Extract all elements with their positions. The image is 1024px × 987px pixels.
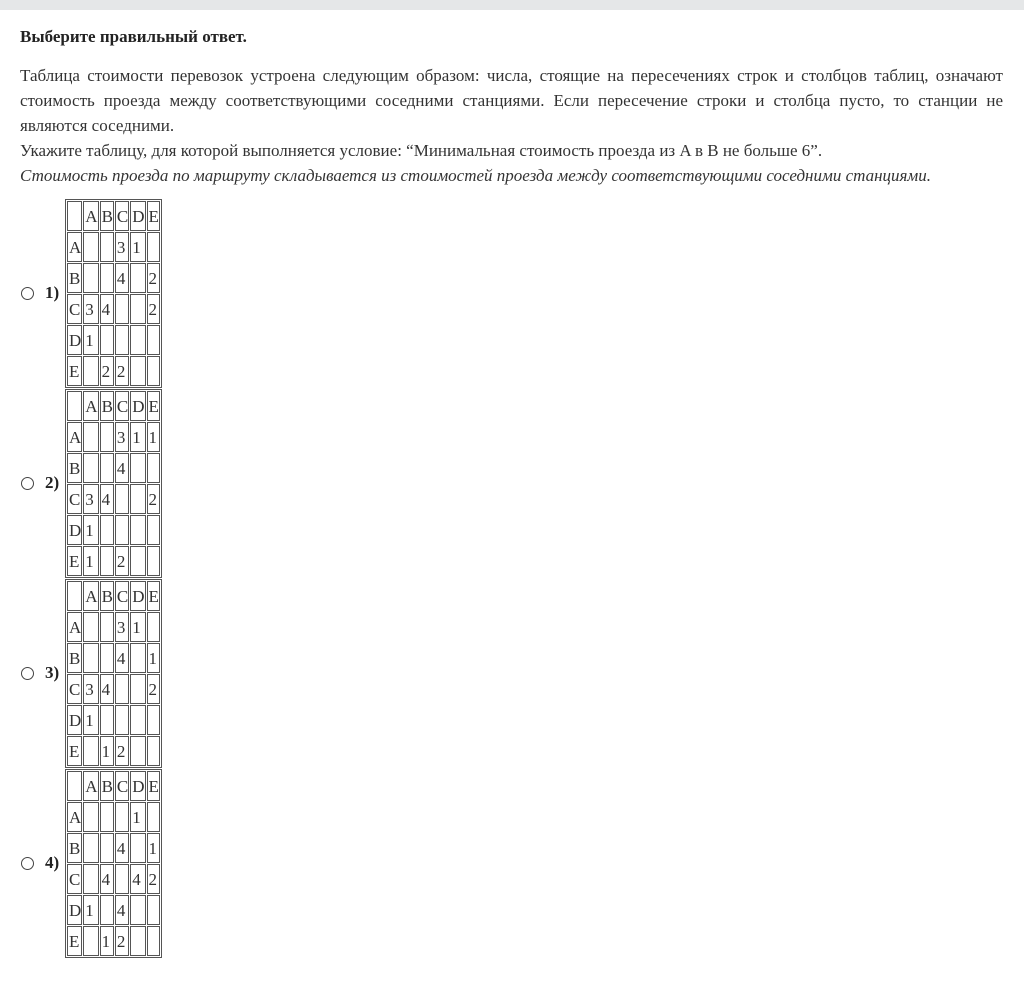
- table-cell: A: [83, 771, 98, 801]
- table-cell: 2: [147, 294, 160, 324]
- table-cell: 4: [115, 833, 129, 863]
- cost-table: [65, 389, 162, 578]
- table-row: [67, 422, 160, 452]
- table-cell: 1: [147, 422, 160, 452]
- table-cell: [83, 356, 98, 386]
- table-cell: [147, 356, 160, 386]
- table-cell: A: [67, 612, 82, 642]
- table-row: [67, 926, 160, 956]
- top-bar: [0, 0, 1024, 10]
- table-cell: 1: [83, 895, 98, 925]
- table-cell: [130, 643, 145, 673]
- table-cell: E: [67, 546, 82, 576]
- table-cell: [100, 833, 114, 863]
- table-cell: [67, 201, 82, 231]
- table-cell: B: [67, 833, 82, 863]
- table-row: [67, 612, 160, 642]
- table-cell: C: [67, 484, 82, 514]
- table-cell: E: [67, 926, 82, 956]
- table-cell: 3: [83, 484, 98, 514]
- question-paragraph: Таблица стоимости перевозок устроена следующим образом: числа, стоящие на пересечениях строк и столбцов таблиц, означают стоимость проезда между соответствующими соседними станциями. Если пересечение строки и столбца пусто, то станции не являются соседними.: [20, 66, 1003, 135]
- option-number: 2): [45, 473, 60, 492]
- radio-button[interactable]: [21, 667, 34, 680]
- table-cell: [130, 895, 145, 925]
- question-text: [20, 26, 1003, 188]
- table-cell: 4: [115, 263, 129, 293]
- table-cell: 2: [115, 356, 129, 386]
- table-row: [67, 802, 160, 832]
- table-cell: [147, 895, 160, 925]
- table-cell: A: [67, 802, 82, 832]
- table-cell: [83, 232, 98, 262]
- cost-table: [65, 199, 162, 388]
- table-cell: [115, 484, 129, 514]
- table-cell: 3: [83, 674, 98, 704]
- table-cell: 4: [115, 643, 129, 673]
- table-cell: 2: [147, 484, 160, 514]
- table-cell: 2: [147, 864, 160, 894]
- table-cell: D: [67, 325, 82, 355]
- table-cell: B: [67, 263, 82, 293]
- table-cell: [130, 926, 145, 956]
- table-cell: [83, 422, 98, 452]
- table-cell: [147, 736, 160, 766]
- question-note: Стоимость проезда по маршруту складывается из стоимостей проезда между соответствующими соседними станциями.: [20, 166, 932, 185]
- table-cell: [115, 802, 129, 832]
- table-cell: 2: [115, 736, 129, 766]
- table-cell: 2: [115, 546, 129, 576]
- table-cell: [100, 232, 114, 262]
- table-cell: A: [83, 201, 98, 231]
- table-cell: 3: [83, 294, 98, 324]
- table-row: [67, 546, 160, 576]
- table-cell: [130, 325, 145, 355]
- table-cell: 2: [115, 926, 129, 956]
- table-cell: [147, 802, 160, 832]
- table-cell: 4: [130, 864, 145, 894]
- question-task: Укажите таблицу, для которой выполняется условие: “Минимальная стоимость проезда из A в B не больше 6”.: [20, 141, 823, 160]
- table-cell: [147, 515, 160, 545]
- table-cell: B: [100, 391, 114, 421]
- table-cell: [147, 546, 160, 576]
- table-cell: [147, 325, 160, 355]
- table-cell: [147, 926, 160, 956]
- table-row: [67, 356, 160, 386]
- table-cell: 3: [115, 232, 129, 262]
- table-cell: [83, 453, 98, 483]
- table-cell: [115, 325, 129, 355]
- table-row: [67, 705, 160, 735]
- table-cell: C: [67, 864, 82, 894]
- table-cell: 4: [115, 453, 129, 483]
- table-cell: [100, 546, 114, 576]
- radio-button[interactable]: [21, 857, 34, 870]
- table-cell: D: [130, 581, 145, 611]
- table-row: [67, 895, 160, 925]
- table-cell: B: [100, 771, 114, 801]
- table-cell: A: [83, 581, 98, 611]
- table-cell: A: [83, 391, 98, 421]
- table-cell: [130, 515, 145, 545]
- table-cell: E: [147, 771, 160, 801]
- table-cell: 1: [83, 705, 98, 735]
- table-cell: C: [115, 391, 129, 421]
- table-cell: E: [147, 391, 160, 421]
- table-cell: 2: [147, 263, 160, 293]
- table-cell: 1: [130, 612, 145, 642]
- table-row: [67, 453, 160, 483]
- table-cell: [100, 422, 114, 452]
- table-cell: [115, 674, 129, 704]
- table-cell: C: [67, 674, 82, 704]
- table-row: [67, 294, 160, 324]
- table-cell: E: [67, 356, 82, 386]
- table-row: [67, 515, 160, 545]
- table-cell: [100, 612, 114, 642]
- table-cell: [83, 926, 98, 956]
- table-cell: [100, 325, 114, 355]
- table-cell: 1: [83, 325, 98, 355]
- table-cell: C: [115, 581, 129, 611]
- table-cell: 1: [83, 515, 98, 545]
- table-cell: [130, 833, 145, 863]
- table-cell: 1: [100, 736, 114, 766]
- table-cell: [67, 581, 82, 611]
- table-cell: [100, 705, 114, 735]
- table-cell: [83, 643, 98, 673]
- table-cell: [83, 833, 98, 863]
- table-cell: D: [130, 201, 145, 231]
- table-cell: [130, 674, 145, 704]
- table-cell: [115, 294, 129, 324]
- table-cell: B: [100, 201, 114, 231]
- table-cell: [130, 294, 145, 324]
- table-cell: 1: [130, 232, 145, 262]
- table-cell: [130, 736, 145, 766]
- table-cell: [147, 705, 160, 735]
- table-cell: C: [67, 294, 82, 324]
- question-heading: Выберите правильный ответ.: [20, 27, 247, 46]
- table-cell: [147, 612, 160, 642]
- table-cell: 4: [100, 294, 114, 324]
- table-cell: 1: [147, 833, 160, 863]
- table-cell: 2: [100, 356, 114, 386]
- cost-table: [65, 769, 162, 958]
- table-cell: [83, 802, 98, 832]
- table-cell: C: [115, 771, 129, 801]
- table-cell: [100, 263, 114, 293]
- table-cell: [147, 453, 160, 483]
- table-cell: [130, 546, 145, 576]
- table-cell: [130, 263, 145, 293]
- table-cell: 1: [100, 926, 114, 956]
- table-cell: 1: [130, 802, 145, 832]
- table-cell: [83, 612, 98, 642]
- option-number: 4): [45, 853, 60, 872]
- table-cell: [130, 484, 145, 514]
- table-cell: B: [67, 453, 82, 483]
- table-cell: [115, 864, 129, 894]
- table-cell: D: [130, 771, 145, 801]
- table-cell: [100, 895, 114, 925]
- table-cell: [67, 391, 82, 421]
- table-row: [67, 736, 160, 766]
- table-cell: 1: [147, 643, 160, 673]
- table-cell: [115, 515, 129, 545]
- table-row: [67, 391, 160, 421]
- table-cell: [67, 771, 82, 801]
- table-cell: 3: [115, 422, 129, 452]
- cost-table: [65, 579, 162, 768]
- table-cell: [130, 356, 145, 386]
- table-cell: [100, 802, 114, 832]
- table-cell: 4: [100, 864, 114, 894]
- radio-button[interactable]: [21, 477, 34, 490]
- table-cell: [130, 705, 145, 735]
- table-row: [67, 771, 160, 801]
- table-cell: E: [147, 201, 160, 231]
- radio-button[interactable]: [21, 287, 34, 300]
- option-number: 3): [45, 663, 60, 682]
- table-cell: 1: [83, 546, 98, 576]
- table-cell: A: [67, 232, 82, 262]
- table-cell: B: [67, 643, 82, 673]
- table-cell: E: [67, 736, 82, 766]
- table-cell: 4: [100, 674, 114, 704]
- table-row: [67, 263, 160, 293]
- table-cell: E: [147, 581, 160, 611]
- table-cell: A: [67, 422, 82, 452]
- table-cell: D: [67, 515, 82, 545]
- table-cell: [147, 232, 160, 262]
- table-cell: [100, 515, 114, 545]
- table-cell: [83, 263, 98, 293]
- table-cell: [83, 864, 98, 894]
- table-cell: D: [67, 705, 82, 735]
- option-number: 1): [45, 283, 60, 302]
- table-cell: B: [100, 581, 114, 611]
- table-cell: 2: [147, 674, 160, 704]
- table-cell: [100, 643, 114, 673]
- table-cell: [100, 453, 114, 483]
- table-row: [67, 232, 160, 262]
- table-row: [67, 581, 160, 611]
- table-row: [67, 864, 160, 894]
- table-cell: C: [115, 201, 129, 231]
- table-cell: 4: [115, 895, 129, 925]
- table-row: [67, 325, 160, 355]
- table-row: [67, 643, 160, 673]
- table-cell: 4: [100, 484, 114, 514]
- table-cell: D: [130, 391, 145, 421]
- table-cell: 3: [115, 612, 129, 642]
- table-row: [67, 833, 160, 863]
- table-cell: D: [67, 895, 82, 925]
- table-row: [67, 674, 160, 704]
- table-row: [67, 484, 160, 514]
- table-cell: 1: [130, 422, 145, 452]
- table-cell: [130, 453, 145, 483]
- table-cell: [83, 736, 98, 766]
- table-cell: [115, 705, 129, 735]
- table-row: [67, 201, 160, 231]
